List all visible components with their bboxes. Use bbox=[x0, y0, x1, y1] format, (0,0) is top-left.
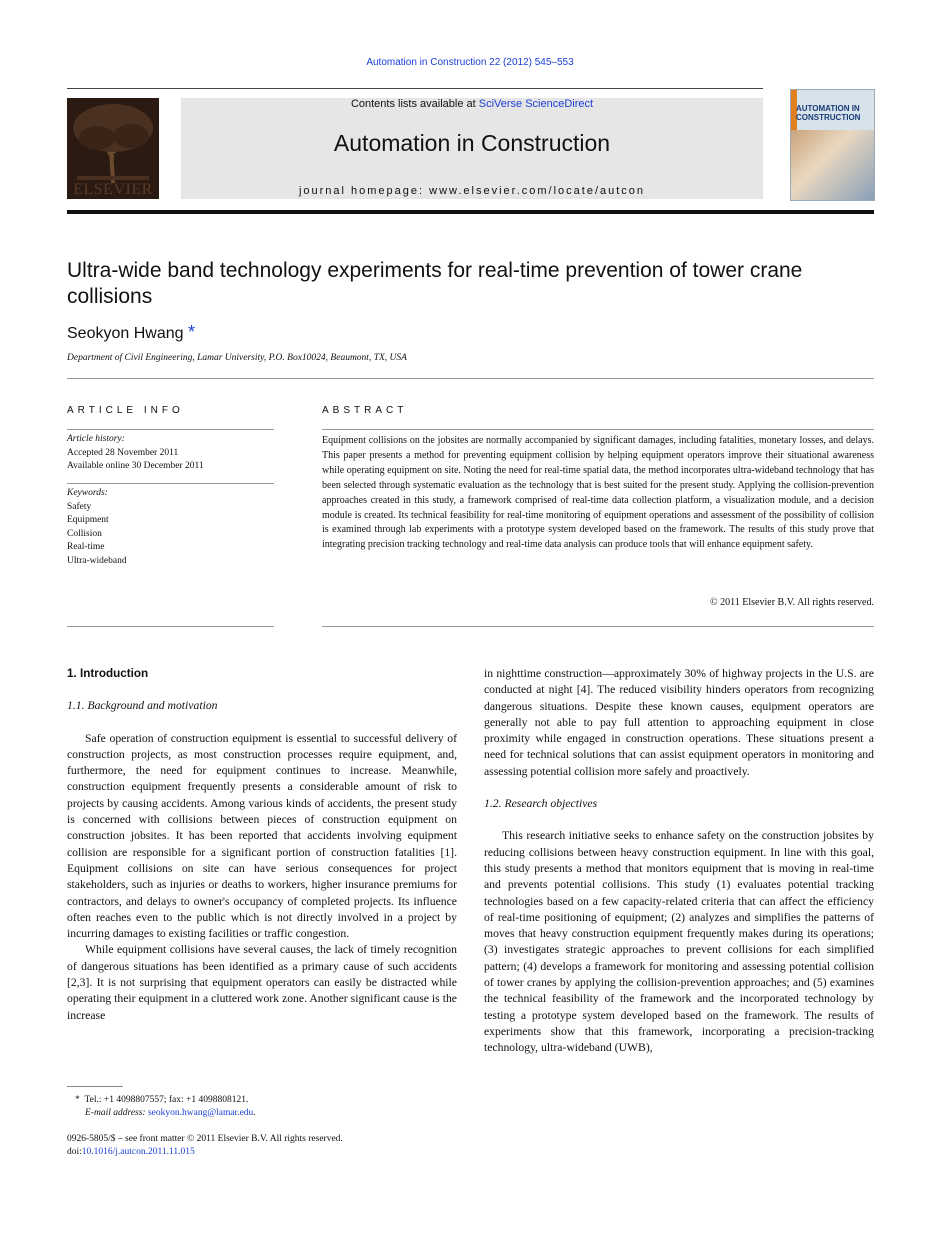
author-footnote bbox=[75, 1094, 455, 1120]
keywords-label: Keywords: bbox=[67, 488, 108, 498]
abstract-heading: ABSTRACT bbox=[322, 405, 408, 416]
keyword: Ultra-wideband bbox=[67, 555, 127, 566]
abstract-divider bbox=[322, 429, 874, 430]
journal-homepage[interactable]: journal homepage: www.elsevier.com/locate/autcon bbox=[298, 185, 646, 197]
affiliation: Department of Civil Engineering, Lamar University, P.O. Box10024, Beaumont, TX, USA bbox=[67, 353, 407, 363]
cover-title: AUTOMATION IN CONSTRUCTION bbox=[796, 104, 861, 122]
paragraph: While equipment collisions have several causes, the lack of timely recognition of dangerous situations has been identified as a primary cause of such accidents [2,3]. It is not surprising that equipment operators can easily be distracted while operating their equipment in a cluttered work zone. Another significant cause is the increase bbox=[67, 943, 457, 1022]
online-date: Available online 30 December 2011 bbox=[67, 461, 204, 471]
article-info-heading: ARTICLE INFO bbox=[67, 405, 184, 416]
contents-prefix: Contents lists available at bbox=[350, 98, 479, 110]
footnote-mark: * bbox=[75, 1095, 80, 1105]
elsevier-logo bbox=[67, 98, 159, 199]
subsection-heading-background: 1.1. Background and motivation bbox=[67, 699, 218, 713]
keyword: Collision bbox=[67, 528, 102, 539]
abstract-copyright: © 2011 Elsevier B.V. All rights reserved. bbox=[710, 597, 874, 608]
paragraph: This research initiative seeks to enhance safety on the construction jobsites by reducing collisions between heavy construction equipment. In line with this goal, this study presents a method that monitors equipment that is moving in real-time and prevents potential collisions. This study (1) evaluates potential tracking technologies based on a few capacity-related criteria that can affect the efficiency of real-time positioning of equipment; (2) analyzes and simplifies the patterns of moves that heavy construction equipment frequently makes during its operations; (3) investigates strategic approaches to prevent collisions for each simplified pattern; (4) develops a framework for monitoring and assessing potential collision of tower cranes by applying the collision-prevention approaches; and (5) examines the technical feasibility of the framework and the incorporated technology by testing a prototype system developed based on the framework. The results of experiments show that this framework, incorporating a precision-tracking technology, ultra-wideband (UWB), bbox=[484, 829, 874, 1055]
abstract-bottom-rule bbox=[322, 626, 874, 627]
sciencedirect-link[interactable]: SciVerse ScienceDirect bbox=[478, 98, 594, 110]
author-email-link[interactable]: seokyon.hwang@lamar.edu bbox=[147, 1108, 254, 1118]
issn-line: 0926-5805/$ – see front matter © 2011 Elsevier B.V. All rights reserved. bbox=[67, 1134, 343, 1144]
title-divider bbox=[67, 378, 874, 379]
email-label: E-mail address: bbox=[85, 1108, 148, 1118]
author-footnote-link[interactable]: * bbox=[187, 322, 195, 342]
keyword: Real-time bbox=[67, 542, 105, 552]
contents-line bbox=[181, 98, 763, 110]
keyword: Equipment bbox=[67, 515, 109, 525]
article-info-divider bbox=[67, 429, 274, 430]
author-line bbox=[67, 322, 195, 343]
journal-cover-thumbnail bbox=[790, 89, 875, 201]
paragraph: in nighttime construction—approximately 30% of highway projects in the U.S. are conducted at night [4]. The reduced visibility hinders operators from recognizing dangerous situations. Despite these known causes, equipment operators are generally not able to pay full attention to approaching equipment in close proximity while engaged in construction operations. These situations present a need for technical solutions that can assist equipment operators in monitoring and assessing potential collision more safely and proactively. bbox=[484, 667, 874, 778]
keywords-block bbox=[67, 487, 274, 568]
paper-title: Ultra-wide band technology experiments for real-time prevention of tower crane collisions bbox=[67, 259, 803, 308]
journal-title: Automation in Construction bbox=[333, 130, 611, 156]
accepted-date: Accepted 28 November 2011 bbox=[67, 447, 179, 458]
contact-phone: Tel.: +1 4098807557; fax: +1 4098808121. bbox=[84, 1095, 249, 1105]
keywords-divider bbox=[67, 483, 274, 484]
front-matter bbox=[67, 1133, 467, 1159]
section-heading-introduction: 1. Introduction bbox=[67, 667, 149, 680]
doi-link[interactable]: 10.1016/j.autcon.2011.11.015 bbox=[81, 1147, 195, 1157]
history-label: Article history: bbox=[67, 434, 125, 444]
body-column-left bbox=[67, 666, 457, 1024]
footnote-rule bbox=[67, 1086, 123, 1087]
journal-citation[interactable]: Automation in Construction 22 (2012) 545–553 bbox=[366, 57, 574, 68]
email-end: . bbox=[253, 1108, 256, 1118]
paragraph: Safe operation of construction equipment is essential to successful delivery of construction projects, as most construction processes require equipment, and, furthermore, the need for equipment continues to increase. Meanwhile, construction equipment frequently presents a considerable amount of risk to projects by causing accidents. Among various kinds of accidents, the present study is concerned with collisions between pieces of construction equipment on construction jobsites. It has been reported that accidents involving equipment collision are responsible for a significant portion of construction fatalities [1]. Equipment collisions on site can have serious consequences for project stakeholders, such as injuries or deaths to workers, higher insurance premiums for contractors, and delays to owner's occupancy of completed projects. Its influence often reaches even to the public which is not directly involved in a project by incurring damages to existing facilities or traffic congestion. bbox=[67, 731, 457, 941]
cover-image bbox=[791, 130, 874, 200]
article-history bbox=[67, 433, 274, 474]
header-rule bbox=[67, 210, 874, 214]
subsection-heading-objectives: 1.2. Research objectives bbox=[484, 797, 598, 811]
article-info-bottom-rule bbox=[67, 626, 274, 627]
abstract-text: Equipment collisions on the jobsites are normally accompanied by significant damages, including fatalities, monetary losses, and delays. This paper presents a method for preventing equipment collision by helping equipment operators improve their situational awareness while operating equipment on site. Noting the need for real-time spatial data, the method incorporates ultra-wideband technology that has been selected through systematic evaluation as the technology that is best suited for the present study. Applying the collision-prevention approaches created in this study, a framework comprised of real-time data collection platform, a visualization module, and a decision module is created. Its technical feasibility for real-time monitoring of equipment operations and assessment of the possibility of collision is examined through lab experiments with a prototype system developed based on the framework. The results of this study prove that integrating precision tracking technology and real-time data analysis can produce tools that will enhance equipment safety. bbox=[322, 435, 874, 551]
keyword: Safety bbox=[67, 501, 92, 512]
doi-label: doi: bbox=[67, 1147, 82, 1157]
body-column-right bbox=[484, 666, 874, 1057]
header-divider bbox=[67, 88, 763, 89]
elsevier-wordmark: ELSEVIER bbox=[73, 181, 153, 198]
author-name: Seokyon Hwang bbox=[67, 325, 184, 342]
